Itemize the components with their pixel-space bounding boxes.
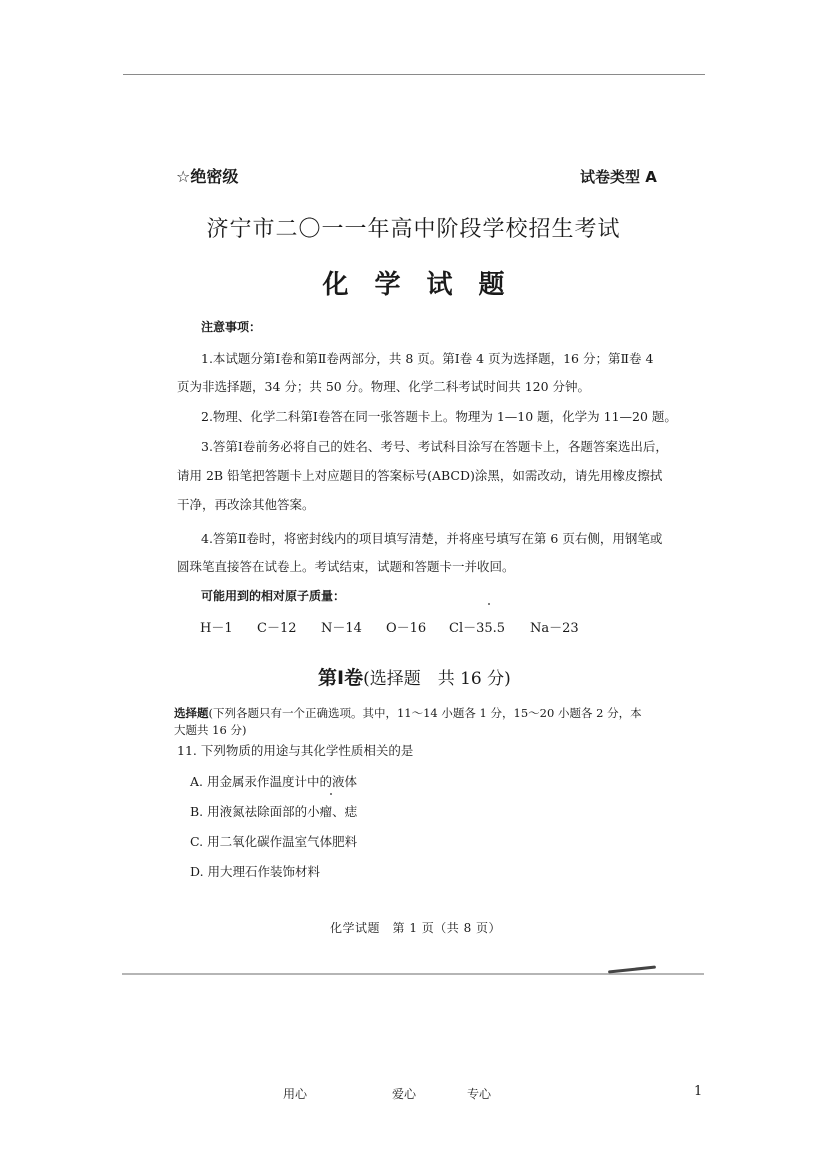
section-instruction — [174, 705, 642, 721]
subject-title: 化学试题 — [322, 270, 531, 300]
paper-type: 试卷类型 A — [580, 168, 657, 186]
top-rule — [123, 74, 705, 75]
notice-line: 1.本试题分第Ⅰ卷和第Ⅱ卷两部分，共 8 页。第Ⅰ卷 4 页为选择题，16 分；第Ⅱ卷 4 — [201, 351, 654, 366]
instruction-text: (下列各题只有一个正确选项。其中，11～14 小题各 1 分，15～20 小题各 2 分，本 — [208, 706, 642, 720]
notice-line: 3.答第Ⅰ卷前务必将自己的姓名、考号、考试科目涂写在答题卡上，各题答案选出后， — [201, 439, 668, 454]
scan-speck — [488, 603, 490, 605]
footer-motto-item: 用心 — [283, 1087, 308, 1101]
notice-line: 4.答第Ⅱ卷时，将密封线内的项目填写清楚，并将座号填写在第 6 页右侧，用钢笔或 — [201, 531, 663, 546]
notice-line: 页为非选择题，34 分；共 50 分。物理、化学二科考试时间共 120 分钟。 — [177, 379, 591, 394]
notice-line: 干净，再改涂其他答案。 — [177, 497, 315, 512]
question-stem: 11. 下列物质的用途与其化学性质相关的是 — [177, 743, 414, 758]
section-title-main: 第Ⅰ卷 — [318, 667, 364, 689]
section-title — [318, 663, 511, 690]
instruction-text-cont: 大题共 16 分) — [174, 723, 247, 737]
atomic-mass-item: N－14 — [321, 621, 362, 636]
question-option: D. 用大理石作装饰材料 — [190, 864, 321, 879]
page-number: 1 — [694, 1084, 703, 1099]
atomic-mass-heading: 可能用到的相对原子质量： — [201, 589, 346, 603]
atomic-mass-item: Na－23 — [530, 621, 579, 636]
bottom-rule — [122, 973, 704, 975]
scan-speck — [330, 793, 332, 795]
atomic-mass-item: O－16 — [386, 621, 427, 636]
notice-line: 圆珠笔直接答在试卷上。考试结束，试题和答题卡一并收回。 — [177, 559, 515, 574]
question-option: C. 用二氧化碳作温室气体肥料 — [190, 834, 358, 849]
question-option: A. 用金属汞作温度计中的液体 — [190, 774, 357, 789]
atomic-mass-item: Cl－35.5 — [449, 621, 506, 636]
exam-title: 济宁市二〇一一年高中阶段学校招生考试 — [206, 217, 621, 242]
page-footer: 化学试题 第 1 页（共 8 页） — [330, 921, 502, 935]
notice-line: 2.物理、化学二科第Ⅰ卷答在同一张答题卡上。物理为 1—10 题，化学为 11—20 题。 — [201, 409, 677, 424]
section-title-sub: (选择题 共 16 分) — [363, 669, 511, 689]
atomic-mass-item: H－1 — [200, 621, 233, 636]
secret-level: ☆绝密级 — [176, 167, 239, 186]
notice-heading: 注意事项： — [201, 320, 262, 334]
atomic-mass-item: C－12 — [257, 621, 297, 636]
instruction-label: 选择题 — [174, 706, 209, 720]
footer-motto-item: 专心 — [467, 1087, 492, 1101]
footer-motto-item: 爱心 — [392, 1087, 417, 1101]
question-option: B. 用液氮祛除面部的小瘤、痣 — [190, 804, 358, 819]
notice-line: 请用 2B 铅笔把答题卡上对应题目的答案标号(ABCD)涂黑，如需改动，请先用橡皮擦拭 — [177, 468, 663, 483]
